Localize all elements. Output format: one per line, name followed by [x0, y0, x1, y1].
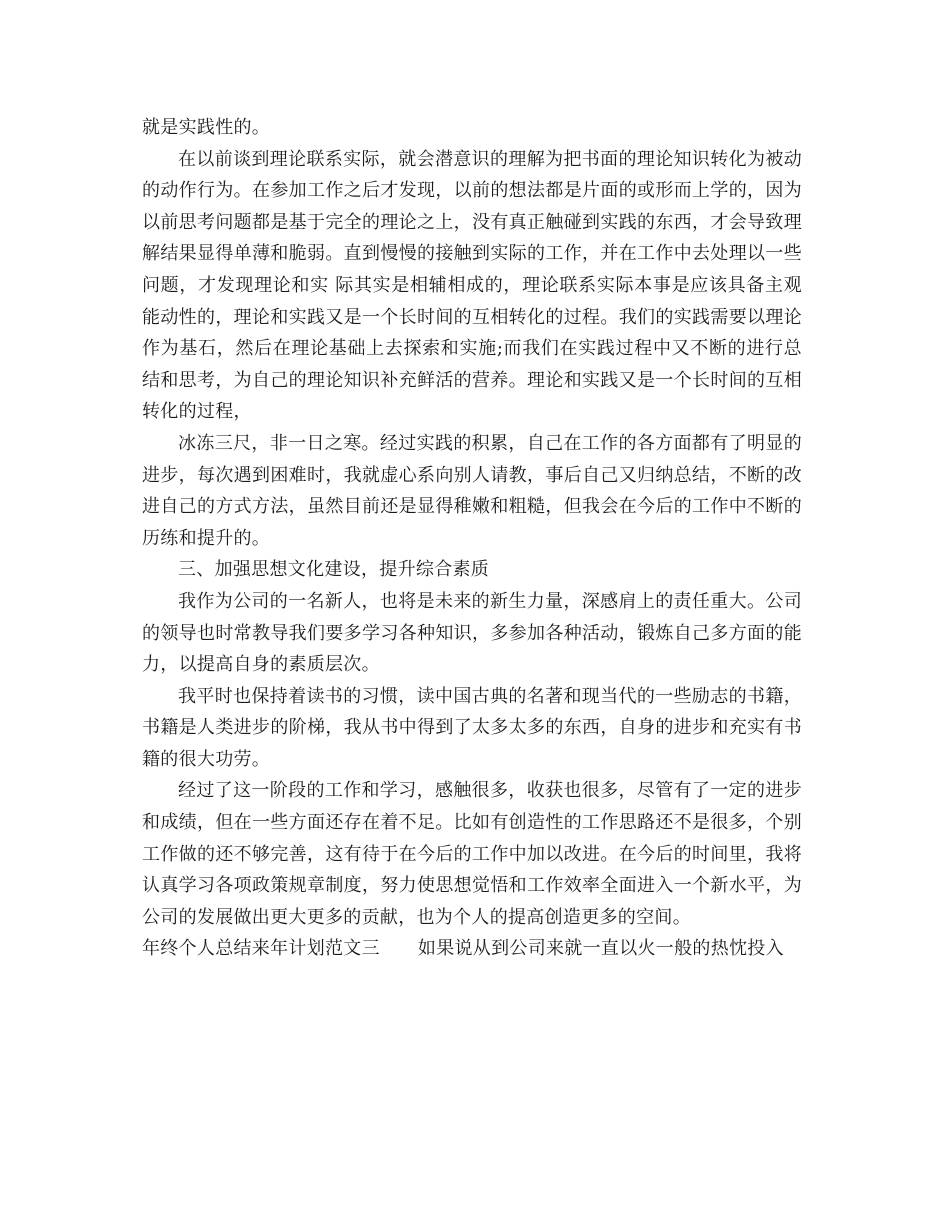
paragraph-2: 在以前谈到理论联系实际，就会潜意识的理解为把书面的理论知识转化为被动的动作行为。在参加工作之后才发现，以前的想法都是片面的或形而上学的，因为以前思考问题都是基于完全的理论之上，没有真正触碰到实践的东西，才会导致理解结果显得单薄和脆弱。直到慢慢的接触到实际的工作，并在工作中去处理以一些问题，才发现理论和实 际其实是相辅相成的，理论联系实际本事是应该具备主观能动性的，理论和实践又是一个长时间的互相转化的过程。我们的实践需要以理论作为基石，然后在理论基础上去探索和实施;而我们在实践过程中又不断的进行总结和思考，为自己的理论知识补充鲜活的营养。理论和实践又是一个长时间的互相转化的过程， — [142, 148, 802, 423]
next-section-text: 如果说从到公司来就一直以火一般的热忱投入 — [417, 938, 784, 960]
paragraph-3: 冰冻三尺，非一日之寒。经过实践的积累，自己在工作的各方面都有了明显的进步，每次遇到困难时，我就虚心系向别人请教，事后自己又归纳总结，不断的改进自己的方式方法，虽然目前还是显得稚嫩和粗糙，但我会在今后的工作中不断的历练和提升的。 — [142, 432, 802, 549]
next-section-title: 年终个人总结来年计划范文三 — [142, 938, 380, 960]
paragraph-4: 我作为公司的一名新人，也将是未来的新生力量，深感肩上的责任重大。公司的领导也时常教导我们要多学习各种知识，多参加各种活动，锻炼自己多方面的能力，以提高自身的素质层次。 — [142, 590, 802, 676]
section-heading: 三、加强思想文化建设，提升综合素质 — [178, 559, 490, 581]
paragraph-6: 经过了这一阶段的工作和学习，感触很多，收获也很多，尽管有了一定的进步和成绩，但在一些方面还存在着不足。比如有创造性的工作思路还不是很多，个别工作做的还不够完善，这有待于在今后的工作中加以改进。在今后的时间里，我将认真学习各项政策规章制度，努力使思想觉悟和工作效率全面进入一个新水平，为公司的发展做出更大更多的贡献，也为个人的提高创造更多的空间。 — [142, 780, 802, 928]
paragraph-1: 就是实践性的。 — [142, 117, 271, 138]
final-line — [142, 933, 802, 965]
document-body — [142, 112, 802, 965]
paragraph-5: 我平时也保持着读书的习惯，读中国古典的名著和现当代的一些励志的书籍，书籍是人类进步的阶梯，我从书中得到了太多太多的东西，自身的进步和充实有书籍的很大功劳。 — [142, 685, 802, 770]
